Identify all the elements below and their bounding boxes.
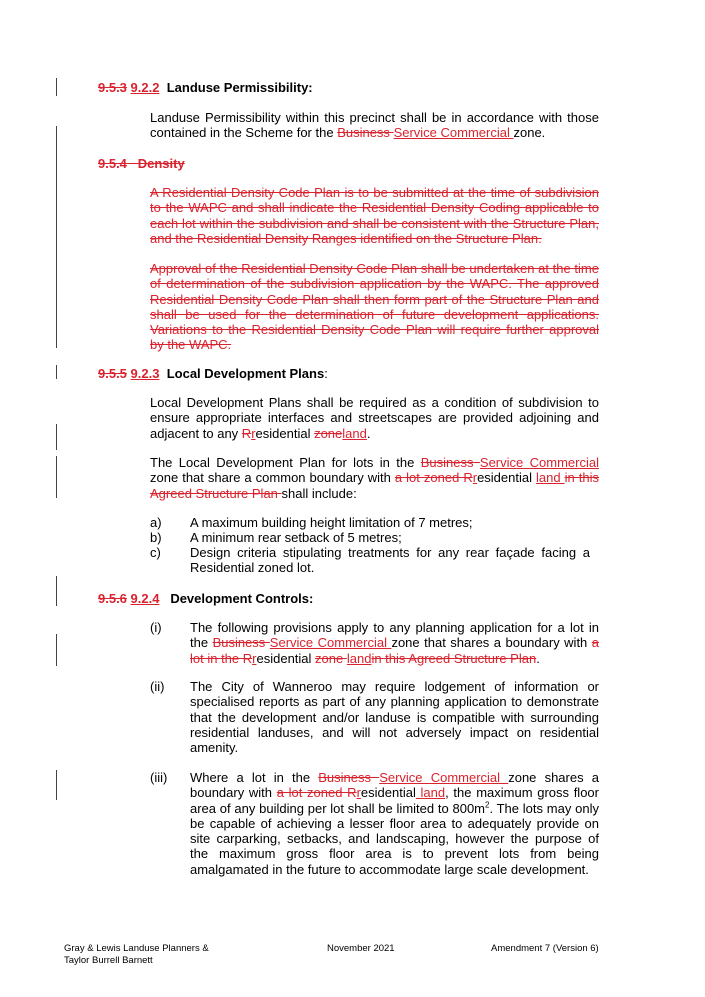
section-title: Local Development Plans [166,366,325,381]
footer-amendment: Amendment 7 (Version 6) [491,943,599,954]
new-section-number: 9.2.4 [130,591,160,606]
old-section-number: 9.5.5 [98,366,127,381]
paragraph-density-2: Approval of the Residential Density Code Plan shall be undertaken at the time of determination of the subdivision application by the WAPC. The approved Residential Density Code Plan shall then form part of the Structure Plan and shall be used for the determination of future development applications. Variations to the Residential Density Code Plan will require further approval by the WAPC. [150,261,599,353]
section-heading-local-development-plans: 9.5.5 9.2.3 Local Development Plans: [98,366,328,381]
paragraph-landuse: Landuse Permissibility within this precinct shall be in accordance with those contained in the Scheme for the Business Service Commercial zone. [150,110,599,141]
change-bar [56,126,57,348]
new-section-number: 9.2.2 [130,80,160,95]
item-label: (ii) [150,679,165,694]
change-bar [56,424,57,450]
section-heading-development-controls [98,591,313,606]
paragraph-controls-i: The following provisions apply to any planning application for a lot in the Business Service Commercial zone that shares a boundary with a lot in the Rresidential zone landin this Agreed Structure Plan. [190,620,600,666]
change-bar [56,576,57,606]
section-title: Development Controls: [170,591,314,606]
list-item: Design criteria stipulating treatments for any rear façade facing a Residential zoned lot. [190,545,590,576]
change-bar [56,365,57,379]
list-item: A maximum building height limitation of 7 metres; [190,515,473,530]
paragraph-ldp-2: The Local Development Plan for lots in the Business Service Commercial zone that share a common boundary with a lot zoned Rresidential land in this Agreed Structure Plan shall include: [150,455,599,501]
section-title: Landuse Permissibility: [166,80,313,95]
change-bar [56,634,57,666]
paragraph-density-1: A Residential Density Code Plan is to be submitted at the time of subdivision to the WAPC and shall indicate the Residential Density Coding applicable to each lot within the subdivision and shall be consistent with the Structure Plan, and the Residential Density Ranges identified on the Structure Plan. [150,185,599,246]
old-section-number: 9.5.3 [98,80,127,95]
section-heading-landuse-permissibility [98,80,313,95]
paragraph-controls-ii: The City of Wanneroo may require lodgement of information or specialised reports as part of any planning application to demonstrate that the development and/or landuse is compatible with surrounding residential landuses, and will not adversely impact on residential amenity. [190,679,599,756]
list-label: a) [150,515,162,530]
change-bar [56,770,57,800]
footer-left: Gray & Lewis Landuse Planners & Taylor Burrell Barnett [64,943,209,966]
new-section-number: 9.2.3 [130,366,160,381]
paragraph-controls-iii: Where a lot in the Business Service Commercial zone shares a boundary with a lot zoned Rresidential land, the maximum gross floor area of any building per lot shall be limited to $800m^2$. The lots may only be capable of achieving a lesser floor area to adequately provide on site carparking, setbacks, and landscaping, however the purpose of the maximum gross floor area is to prevent lots from being amalgamated in the future to accommodate large scale development. [190,770,599,877]
item-label: (iii) [150,770,168,785]
footer-date: November 2021 [327,943,395,954]
section-heading-density: 9.5.4 Density [98,156,185,171]
paragraph-ldp-1: Local Development Plans shall be required as a condition of subdivision to ensure appropriate interfaces and streetscapes are provided adjoining and adjacent to any Rresidential zoneland. [150,395,599,441]
list-label: b) [150,530,162,545]
change-bar [56,456,57,498]
list-label: c) [150,545,161,560]
old-section-number: 9.5.6 [98,591,127,606]
change-bar [56,78,57,96]
item-label: (i) [150,620,162,635]
list-item: A minimum rear setback of 5 metres; [190,530,402,545]
